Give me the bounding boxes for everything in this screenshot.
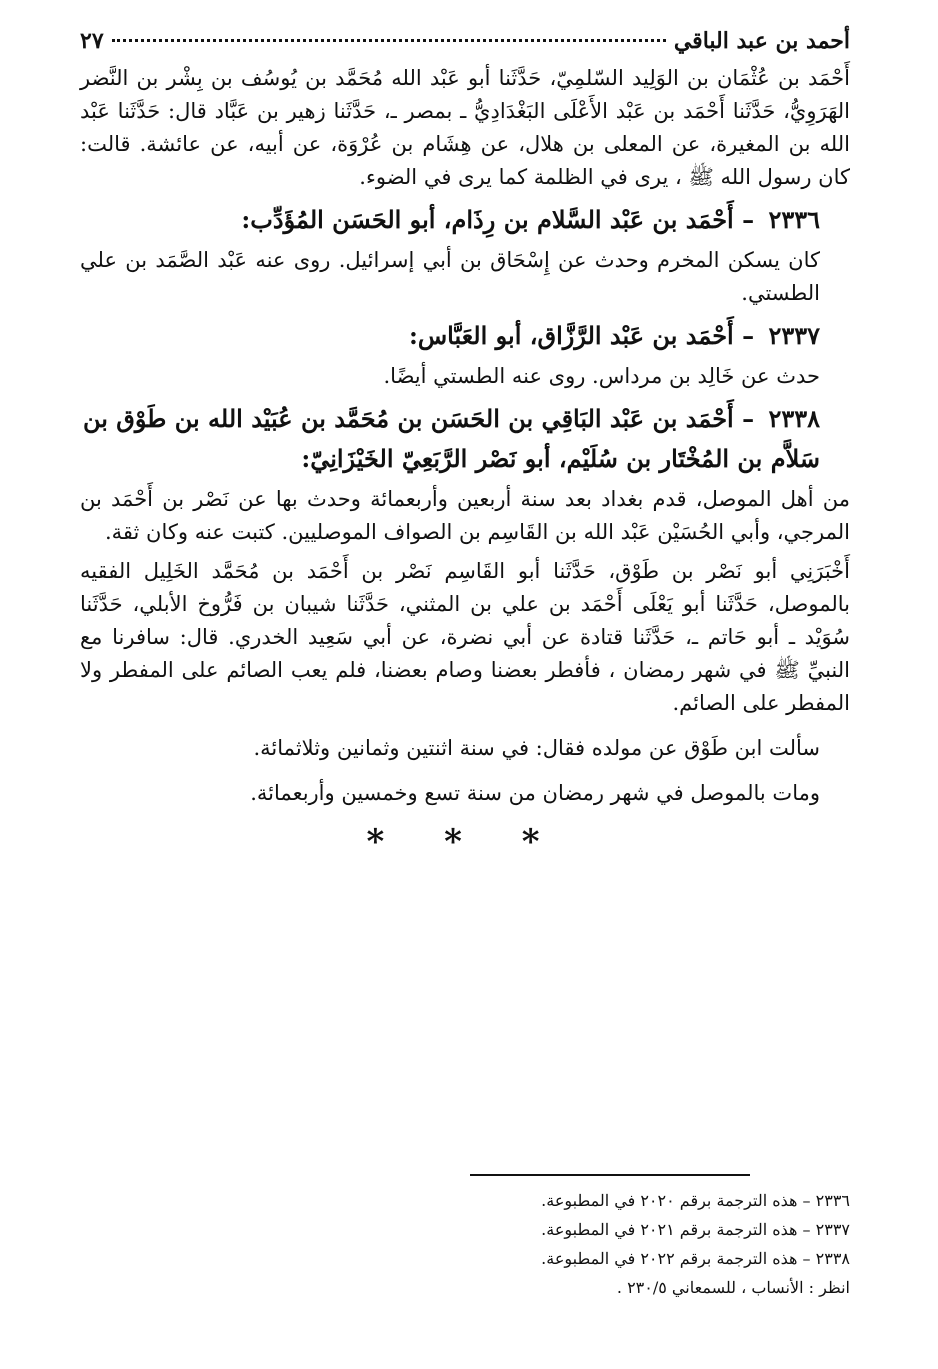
footnotes [470, 1174, 850, 1302]
running-title: أحمد بن عبد الباقي [673, 28, 850, 54]
section-separator: * * * [366, 822, 564, 862]
footnote: ٢٣٣٦ – هذه الترجمة برقم ٢٠٢٠ في المطبوعة. [541, 1191, 850, 1210]
entry-heading-2336 [80, 200, 850, 240]
entry-heading-2338 [80, 399, 850, 479]
entry-heading-2337 [80, 316, 850, 356]
intro-paragraph: أَحْمَد بن عُثْمَان بن الوَلِيد السّلمِيّ، حَدَّثَنا أبو عَبْد الله مُحَمَّد بن يُوسُف بن بِشْر بن النَّضر الهَرَوِيُّ، حَدَّثَنا أَحْمَد بن عَبْد الأَعْلَى البَغْدَادِيُّ ـ بمصر ـ، حَدَّثَنا زهير بن عَبَّاد قال: حَدَّثَنا عَبْد الله بن المغيرة، عن المعلى بن هلال، عن هِشَام بن عُرْوَة، عن أبيه، عن عائشة. قالت: كان رسول الله ﷺ ، يرى في الظلمة كما يرى في الضوء. [80, 66, 850, 189]
entry-paragraph: حدث عن خَالِد بن مرداس. روى عنه الطستي أيضًا. [383, 364, 820, 388]
page-number: ٢٧ [80, 28, 104, 54]
entry-number: ٢٣٣٨ [768, 404, 820, 433]
entry-paragraph: كان يسكن المخرم وحدث عن إِسْحَاق بن أبي إسرائيل. روى عنه عَبْد الصَّمَد بن علي الطستي. [80, 248, 820, 305]
entry-paragraph: سألت ابن طَوْق عن مولده فقال: في سنة اثنتين وثمانين وثلاثمائة. [253, 736, 820, 760]
entry-title: – أَحْمَد بن عَبْد الرَّزَّاق، أبو العَبَّاس: [408, 321, 755, 350]
entry-number: ٢٣٣٦ [768, 205, 820, 234]
entry-title: – أَحْمَد بن عَبْد السَّلام بن رِذَام، أبو الحَسَن المُؤَدِّب: [241, 205, 755, 234]
entry-title: – أَحْمَد بن عَبْد البَاقِي بن الحَسَن بن مُحَمَّد بن عُبَيْد الله بن طَوْق بن سَلاَّم بن المُخْتَار بن سُلَيْم، أبو نَصْر الرَّبَعِيّ الخَيْزَانِيّ: [82, 404, 820, 473]
footnote-rule [470, 1174, 750, 1176]
entry-paragraph: من أهل الموصل، قدم بغداد بعد سنة أربعين وأربعمائة وحدث بها عن نَصْر بن أَحْمَد بن المرجي، وأبي الحُسَيْن عَبْد الله بن القَاسِم بن الصواف الموصليين. كتبت عنه وكان ثقة. [80, 487, 850, 544]
entry-paragraph: أَخْبَرَنِي أبو نَصْر بن طَوْق، حَدَّثَنا أبو القَاسِم نَصْر بن أَحْمَد بن مُحَمَّد الخَلِيل الفقيه بالموصل، حَدَّثَنا أبو يَعْلَى أَحْمَد بن علي بن المثني، حَدَّثَنا شيبان بن فَرُّوخ الأبلي، حَدَّثَنا سُوَيْد ـ أبو حَاتم ـ، حَدَّثَنا قتادة عن أبي نضرة، عن أبي سَعِيد الخدري. قال: سافرنا مع النبيِّ ﷺ في شهر رمضان ، فأفطر بعضنا وصام بعضنا، فلم يعب الصائم على المفطر ولا المفطر على الصائم. [80, 559, 850, 715]
running-header [80, 28, 850, 62]
footnote: ٢٣٣٨ – هذه الترجمة برقم ٢٠٢٢ في المطبوعة. [541, 1249, 850, 1268]
page-body [80, 28, 850, 862]
entry-paragraph: ومات بالموصل في شهر رمضان من سنة تسع وخمسين وأربعمائة. [250, 781, 820, 805]
footnote: انظر : الأنساب ، للسمعاني ٢٣٠/٥ . [616, 1278, 850, 1297]
entry-number: ٢٣٣٧ [768, 321, 820, 350]
footnote: ٢٣٣٧ – هذه الترجمة برقم ٢٠٢١ في المطبوعة. [541, 1220, 850, 1239]
header-dot-leader [112, 39, 666, 42]
